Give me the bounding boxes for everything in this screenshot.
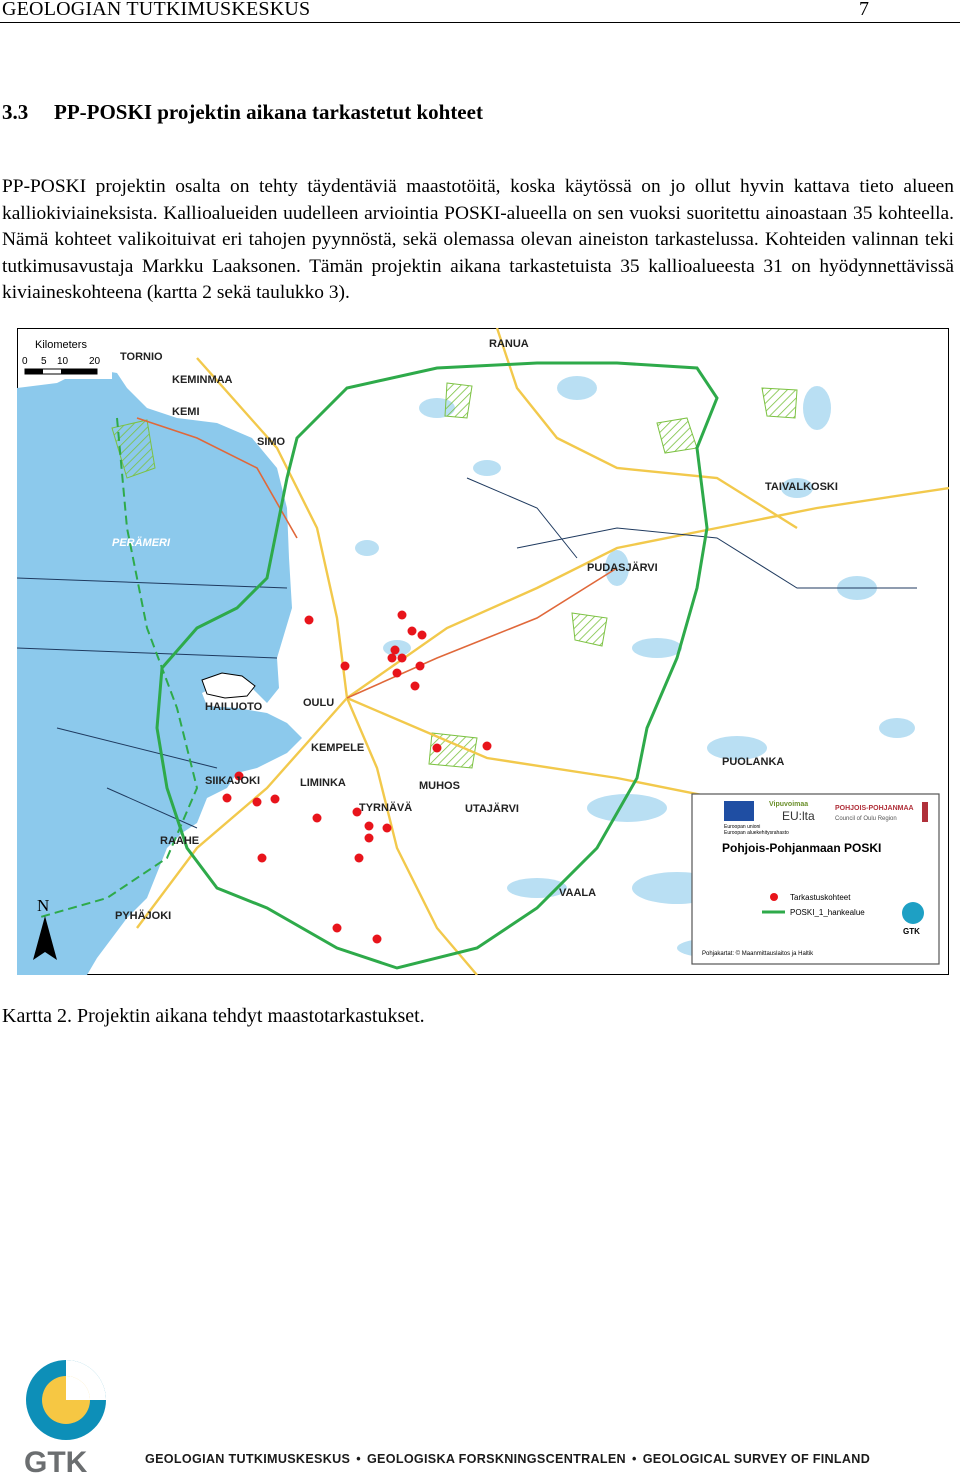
scale-tick-20: 20 [89, 356, 101, 367]
region-logo-line2: Council of Oulu Region [835, 816, 897, 822]
place-puolanka: PUOLANKA [722, 756, 785, 768]
scale-tick-10: 10 [57, 356, 69, 367]
page-header [0, 0, 960, 22]
gtk-footer-logo-icon [22, 1358, 132, 1478]
legend-credits: Pohjakartat: © Maanmittauslaitos ja Haltik [702, 951, 814, 957]
footer-name-sv: GEOLOGISKA FORSKNINGSCENTRALEN [366, 1452, 626, 1466]
section-heading [2, 100, 483, 125]
legend-item-points: Tarkastuskohteet [790, 893, 851, 902]
footer-separator: • [631, 1452, 637, 1466]
place-pudasjarvi: PUDASJÄRVI [587, 562, 658, 574]
scale-tick-5: 5 [41, 356, 47, 367]
eu-logo-line1: Euroopan unioni [724, 824, 761, 830]
gtk-logo-icon [902, 902, 924, 924]
place-utajarvi: UTAJÄRVI [465, 803, 519, 815]
eu-lta-text: EU:lta [782, 809, 815, 823]
vipuvoimaa-text: Vipuvoimaa [769, 801, 809, 808]
place-liminka: LIMINKA [300, 777, 346, 789]
section-number: 3.3 [2, 100, 29, 124]
footer-separator: • [356, 1452, 361, 1466]
region-logo-line1: POHJOIS-POHJANMAA [835, 805, 914, 812]
place-oulu: OULU [303, 697, 335, 709]
place-keminmaa: KEMINMAA [172, 374, 233, 386]
legend-title: Pohjois-Pohjanmaan POSKI [722, 841, 882, 855]
scale-bar [22, 333, 112, 379]
place-tornio: TORNIO [120, 351, 163, 363]
scale-tick-0: 0 [22, 356, 28, 367]
legend-point-symbol [770, 893, 778, 901]
footer-logo-text: GTK [24, 1446, 88, 1478]
place-taivalkoski: TAIVALKOSKI [765, 481, 838, 493]
place-muhos: MUHOS [419, 780, 460, 792]
place-tyrnava: TYRNÄVÄ [359, 802, 413, 814]
place-pyhajoki: PYHÄJOKI [115, 910, 172, 922]
page-number: 7 [859, 0, 869, 20]
figure-caption: Kartta 2. Projektin aikana tehdyt maastotarkastukset. [2, 1005, 425, 1027]
place-vaala: VAALA [559, 887, 597, 899]
section-title: PP-POSKI projektin aikana tarkastetut kohteet [54, 100, 483, 124]
place-hailuoto: HAILUOTO [205, 701, 263, 713]
place-ranua: RANUA [489, 338, 529, 350]
legend-item-area: POSKI_1_hankealue [790, 908, 865, 917]
scale-title: Kilometers [35, 339, 87, 351]
north-label: N [37, 896, 50, 915]
place-siikajoki: SIIKAJOKI [205, 775, 261, 787]
place-raahe: RAAHE [160, 835, 200, 847]
eu-logo-line2: Euroopan aluekehitysrahasto [724, 830, 789, 836]
footer-name-en: GEOLOGICAL SURVEY OF FINLAND [642, 1452, 871, 1466]
map-legend [692, 794, 939, 964]
map-figure [17, 328, 949, 975]
body-paragraph: PP-POSKI projektin osalta on tehty täydentäviä maastotöitä, koska käytössä on jo ollut hyvin kattava tieto alueen kalliokiviaineksista. Kallioalueiden uudelleen arviointia POSKI-alueella on sen vuoksi suoritettu ainoastaan 35 kohteella. Nämä kohteet valikoituivat eri tahojen pyynnöstä, sekä olemassa olevan aineiston tarkastelussa. Kohteiden valinnan teki tutkimusavustaja Markku Laaksonen. Tämän projektin aikana tarkastetuista 35 kallioalueesta 31 on hyödynnettävissä kiviaineskohteena (kartta 2 sekä taulukko 3). [2, 176, 954, 303]
eu-flag-icon [724, 801, 754, 821]
map-svg [17, 328, 949, 975]
header-rule [0, 22, 960, 23]
place-kemi: KEMI [172, 406, 200, 418]
place-kempele: KEMPELE [311, 742, 365, 754]
header-organization: GEOLOGIAN TUTKIMUSKESKUS [2, 0, 311, 20]
footer-organization-line [145, 1452, 870, 1466]
place-simo: SIMO [257, 436, 286, 448]
place-peramerie: PERÄMERI [112, 537, 171, 549]
legend-gtk-text: GTK [903, 927, 920, 936]
footer-name-fi: GEOLOGIAN TUTKIMUSKESKUS [145, 1452, 351, 1466]
